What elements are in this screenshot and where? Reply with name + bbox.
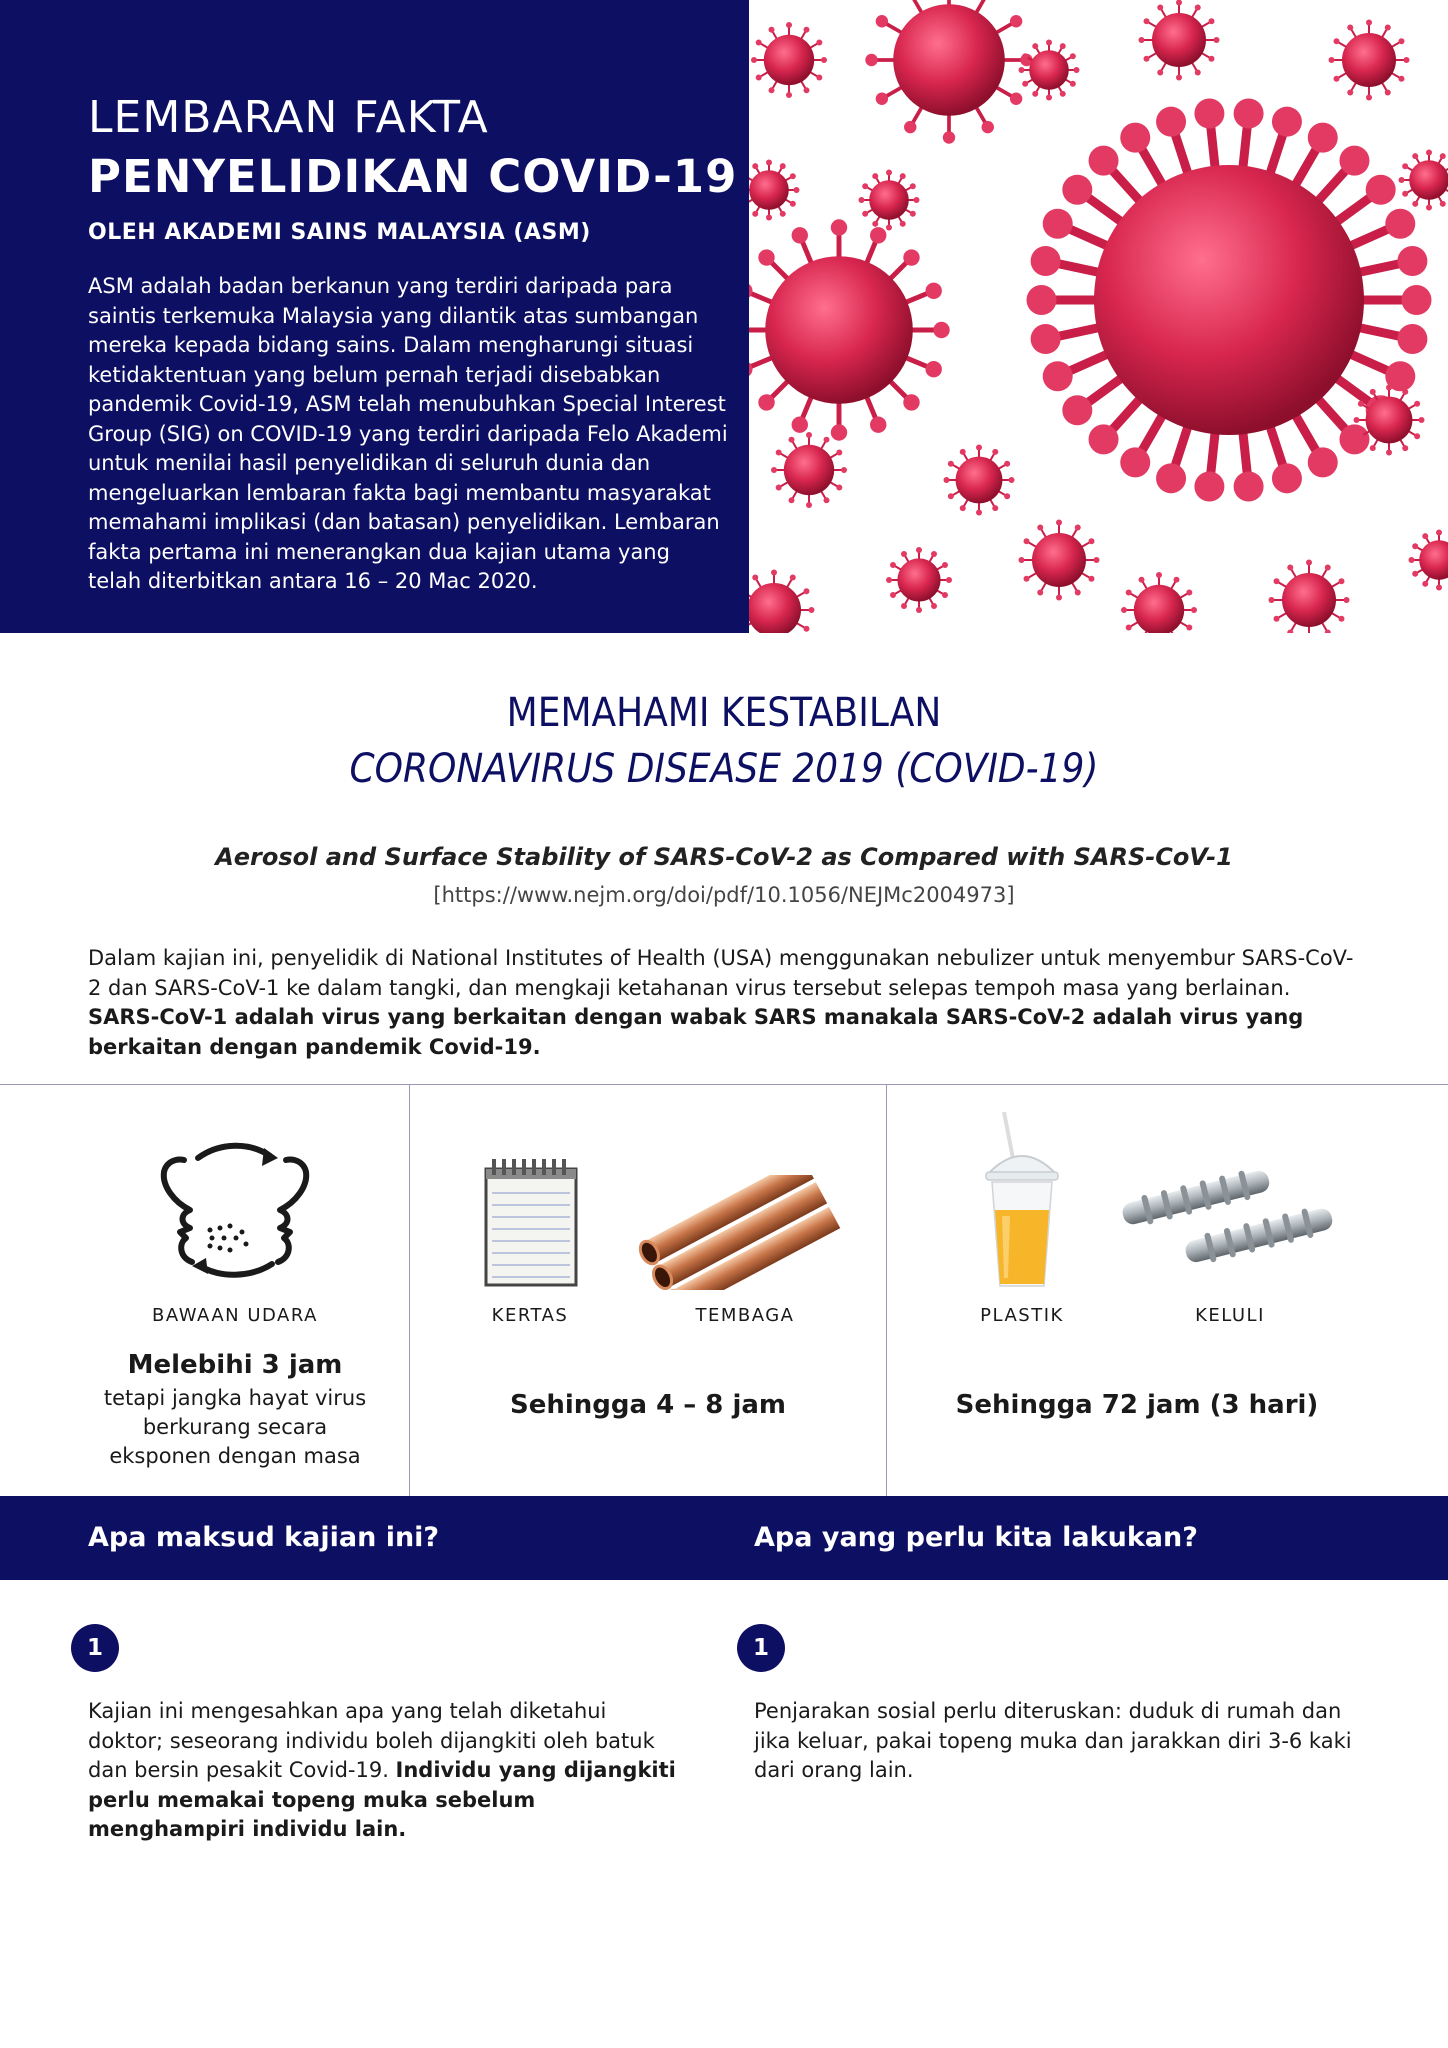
result-air-note: tetapi jangka hayat virus berkurang secara eksponen dengan masa (103, 1386, 367, 1468)
grid-divider-1 (409, 1084, 410, 1496)
right-heading: Apa yang perlu kita lakukan? (754, 1522, 1198, 1553)
virus-particle (749, 160, 800, 221)
virus-particle (1019, 520, 1100, 601)
breath-airflow-icon (150, 1140, 320, 1280)
virus-image (749, 0, 1448, 633)
doc-label: LEMBARAN FAKTA (88, 92, 489, 143)
label-air: BAWAAN UDARA (152, 1305, 318, 1326)
section-subtitle: CORONAVIRUS DISEASE 2019 (COVID-19) (349, 746, 1099, 792)
section-title: MEMAHAMI KESTABILAN (506, 690, 942, 736)
virus-illustration (749, 0, 1448, 633)
virus-particle (1269, 560, 1350, 634)
grid-top-divider (0, 1084, 1448, 1085)
header-panel (0, 0, 749, 633)
grid-divider-2 (886, 1084, 887, 1496)
header (0, 0, 1448, 633)
label-steel: KELULI (1195, 1305, 1265, 1326)
virus-particle (1027, 99, 1432, 502)
virus-particle (1399, 150, 1448, 211)
study-description-bold: SARS-CoV-1 adalah virus yang berkaitan dengan wabak SARS manakala SARS-CoV-2 adalah virus yang berkaitan dengan pandemik Covid-19. (88, 1005, 1304, 1059)
left-point-bold: Individu yang dijangkiti perlu memakai topeng muka sebelum menghampiri individu lain. (88, 1758, 676, 1841)
virus-particle (1019, 40, 1080, 101)
notepad-icon (482, 1155, 582, 1290)
left-point (88, 1697, 688, 1845)
doc-author: OLEH AKADEMI SAINS MALAYSIA (ASM) (88, 220, 591, 245)
takeaways-band (0, 1496, 1448, 1580)
virus-particle (944, 445, 1015, 516)
intro-paragraph: ASM adalah badan berkanun yang terdiri daripada para saintis terkemuka Malaysia yang dilantik atas sumbangan mereka kepada bidang sains. Dalam mengharungi situasi ketidaktentuan yang belum pernah terjadi disebabkan pandemik Covid-19, ASM telah menubuhkan Special Interest Group (SIG) on COVID-19 yang terdiri daripada Felo Akademi untuk menilai hasil penyelidikan di seluruh dunia dan mengeluarkan lembaran fakta bagi membantu masyarakat memahami implikasi (dan batasan) penyelidikan. Lembaran fakta pertama ini menerangkan dua kajian utama yang telah diterbitkan antara 16 – 20 Mac 2020. (88, 274, 728, 593)
virus-particle (1409, 530, 1448, 591)
left-point-plain: Kajian ini mengesahkan apa yang telah diketahui doktor; seseorang individu boleh dijangkiti oleh batuk dan bersin pesakit Covid-19. (88, 1699, 655, 1782)
plastic-cup-icon (982, 1108, 1062, 1293)
result-air: Melebihi 3 jam (127, 1350, 343, 1380)
virus-particle (859, 170, 920, 231)
copper-pipes-icon (630, 1175, 845, 1290)
label-copper: TEMBAGA (695, 1305, 795, 1326)
result-plastic-steel: Sehingga 72 jam (3 hari) (955, 1390, 1319, 1420)
virus-particle (865, 0, 1032, 144)
label-plastic: PLASTIK (980, 1305, 1064, 1326)
virus-particle (749, 570, 815, 634)
right-point: Penjarakan sosial perlu diteruskan: duduk di rumah dan jika keluar, pakai topeng muka dan jarakkan diri 3-6 kaki dari orang lain. (754, 1699, 1352, 1782)
study-description-plain: Dalam kajian ini, penyelidik di National Institutes of Health (USA) menggunakan nebulizer untuk menyembur SARS-CoV-2 dan SARS-CoV-1 ke dalam tangki, dan mengkaji ketahanan virus tersebut selepas tempoh masa yang berlainan. (88, 946, 1354, 1000)
study-description (88, 944, 1358, 1062)
virus-particle (886, 547, 952, 613)
study-url[interactable]: [https://www.nejm.org/doi/pdf/10.1056/NEJMc2004973] (433, 883, 1015, 907)
doc-title: PENYELIDIKAN COVID-19 (88, 150, 738, 203)
virus-particle (1121, 572, 1197, 633)
number-badge: 1 (737, 1624, 785, 1672)
result-paper-copper: Sehingga 4 – 8 jam (510, 1390, 786, 1420)
virus-particle (771, 432, 847, 508)
left-heading: Apa maksud kajian ini? (88, 1522, 440, 1553)
virus-particle (751, 22, 827, 98)
virus-particle (1329, 20, 1410, 101)
steel-rods-icon (1118, 1158, 1333, 1273)
label-paper: KERTAS (491, 1305, 569, 1326)
study-title: Aerosol and Surface Stability of SARS-CoV-2 as Compared with SARS-CoV-1 (215, 843, 1233, 871)
virus-particle (749, 219, 950, 440)
virus-particle (1139, 0, 1220, 81)
number-badge: 1 (71, 1624, 119, 1672)
